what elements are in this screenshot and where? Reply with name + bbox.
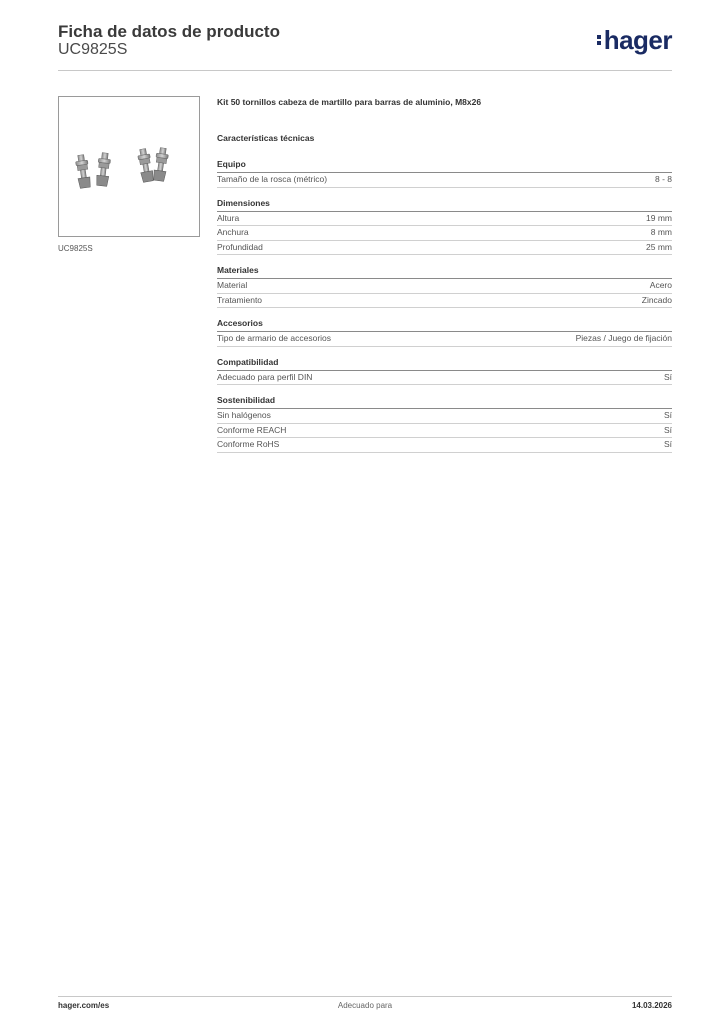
spec-row [217,409,672,424]
specs-content [217,96,672,462]
spec-label: Conforme REACH [217,424,287,435]
spec-value: Sí [663,424,672,435]
page-header [58,20,672,71]
spec-label: Tipo de armario de accesorios [217,333,332,343]
spec-row [217,212,672,227]
spec-label: Tamaño de la rosca (métrico) [217,174,328,184]
spec-label: Tratamiento [217,294,263,305]
spec-label: Profundidad [217,241,263,252]
spec-section [217,264,672,308]
spec-row [217,226,672,241]
section-title: Materiales [217,264,672,279]
spec-row [217,173,672,188]
spec-value: Sí [663,410,672,420]
spec-label: Material [217,280,248,290]
spec-section [217,317,672,347]
spec-value: Zincado [641,294,672,305]
spec-section [217,197,672,256]
spec-label: Altura [217,212,240,223]
spec-value: Piezas / Juego de fijación [575,333,672,343]
spec-value: Sí [663,371,672,382]
hager-logo [597,26,672,54]
footer-date: 14.03.2026 [631,1001,672,1010]
screw-icon [137,148,155,183]
product-description: Kit 50 tornillos cabeza de martillo para barras de aluminio, M8x26 [217,97,482,107]
screws-illustration [59,97,199,236]
spec-row [217,438,672,453]
spec-label: Conforme RoHS [217,439,280,449]
spec-value: 8 - 8 [654,174,672,184]
section-title: Compatibilidad [217,356,672,371]
spec-row [217,279,672,294]
product-code: UC9825S [58,41,128,58]
spec-section [217,394,672,453]
spec-value: 19 mm [646,212,672,223]
footer-center: Adecuado para [337,1001,393,1010]
logo-dots-icon [597,33,602,47]
spec-sections [217,158,672,453]
product-image [58,96,200,237]
screw-icon [153,147,169,181]
image-caption: UC9825S [58,244,93,253]
spec-row [217,241,672,256]
page-footer [58,996,672,1017]
spec-section [217,356,672,386]
spec-label: Anchura [217,227,249,237]
spec-value: Acero [649,280,672,290]
section-title: Dimensiones [217,197,672,212]
section-title: Accesorios [217,317,672,332]
section-title: Sostenibilidad [217,394,672,409]
page-title: Ficha de datos de producto [58,22,280,41]
spec-label: Adecuado para perfil DIN [217,371,313,382]
spec-label: Sin halógenos [217,410,271,420]
screw-icon [96,152,111,186]
spec-row [217,332,672,347]
spec-value: 25 mm [646,241,672,252]
spec-row [217,424,672,439]
section-title: Equipo [217,158,672,173]
screw-icon [75,154,91,188]
tech-specs-title: Características técnicas [217,133,315,143]
footer-website: hager.com/es [58,1001,110,1010]
spec-section [217,158,672,188]
spec-value: Sí [663,439,672,449]
spec-row [217,371,672,386]
logo-text: hager [603,25,672,55]
spec-value: 8 mm [650,227,672,237]
spec-row [217,294,672,309]
